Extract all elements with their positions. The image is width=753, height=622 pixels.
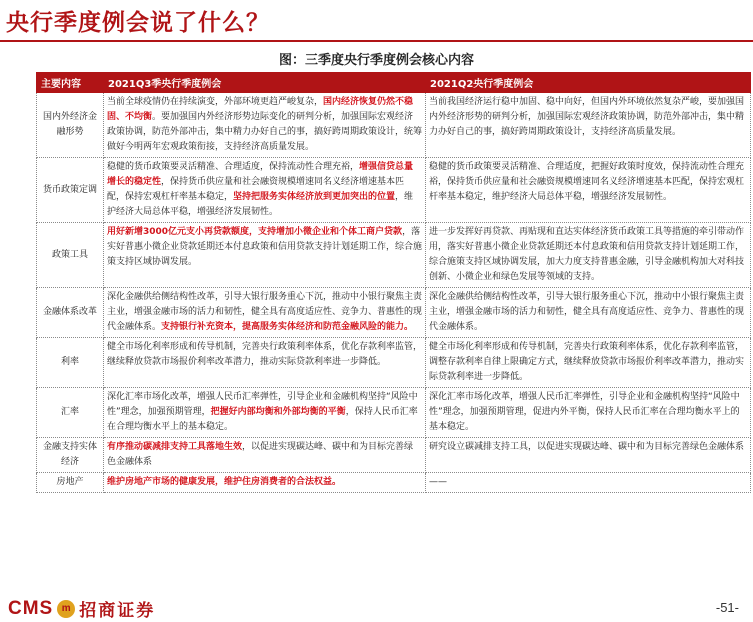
row-topic-label: 金融体系改革 bbox=[37, 288, 104, 338]
q2-content-cell: 进一步发挥好再贷款、再贴现和直达实体经济货币政策工具等措施的牵引带动作用，落实好普惠小微企业贷款延期还本付息政策和信用贷款支持计划延期工作，综合施策支持区域协调发展，加大力度支持普惠金融，引导金融机构加大对科技创新、小微企业和绿色发展等领域的支持。 bbox=[426, 223, 751, 288]
table-row bbox=[37, 93, 751, 158]
table-header-row bbox=[37, 73, 751, 93]
highlighted-text: 支持银行补充资本，提高服务实体经济和防范金融风险的能力。 bbox=[161, 322, 414, 332]
highlighted-text: 用好新增3000亿元支小再贷款额度，支持增加小微企业和个体工商户贷款 bbox=[107, 227, 403, 237]
body-text: 。要加强国内外经济形势边际变化的研判分析，加强国际宏观经济政策协调，防范外部冲击，集中精力办好自己的事，搞好跨周期政策设计，统筹做好今明两年宏观政策衔接，支持经济高质量发展。 bbox=[107, 112, 423, 152]
q2-content-cell: 健全市场化利率形成和传导机制，完善央行政策利率体系，优化存款利率监管，调整存款利率自律上限确定方式，继续释放贷款市场报价利率改革潜力，推动实际贷款利率进一步降低。 bbox=[426, 338, 751, 388]
q3-content-cell bbox=[104, 388, 426, 438]
body-text: 健全市场化利率形成和传导机制，完善央行政策利率体系，优化存款利率监管，继续释放贷款市场报价利率改革潜力，推动实际贷款利率进一步降低。 bbox=[107, 342, 423, 367]
table-body bbox=[37, 93, 751, 493]
q3-content-cell bbox=[104, 93, 426, 158]
body-text: ，维护经济大局总体平稳，增强经济发展韧性。 bbox=[107, 192, 414, 217]
q3-content-cell bbox=[104, 158, 426, 223]
q2-content-cell: 当前我国经济运行稳中加固、稳中向好，但国内外环境依然复杂严峻，要加强国内外经济形势的研判分析，加强国际宏观经济政策协调，防范外部冲击，集中精力办好自己的事，搞好跨周期政策设计，支持经济高质量发展。 bbox=[426, 93, 751, 158]
row-topic-label: 国内外经济金融形势 bbox=[37, 93, 104, 158]
q3-content-cell bbox=[104, 438, 426, 473]
table-row bbox=[37, 288, 751, 338]
q2-content-cell: —— bbox=[426, 473, 751, 493]
body-text: ，保持人民币汇率在合理均衡水平上的基本稳定。 bbox=[107, 407, 418, 432]
header-topic: 主要内容 bbox=[37, 73, 104, 93]
highlighted-text: 坚持把服务实体经济放到更加突出的位置 bbox=[233, 192, 396, 202]
table-row bbox=[37, 223, 751, 288]
logo-mark-icon: m bbox=[57, 600, 75, 618]
comparison-table-container bbox=[36, 72, 750, 493]
row-topic-label: 房地产 bbox=[37, 473, 104, 493]
body-text: 深化金融供给侧结构性改革，引导大银行服务重心下沉，推动中小银行聚焦主责主业，增强金融市场的活力和韧性，健全具有高度适应性、竞争力、普惠性的现代金融体系。 bbox=[107, 292, 423, 332]
row-topic-label: 利率 bbox=[37, 338, 104, 388]
row-topic-label: 金融支持实体经济 bbox=[37, 438, 104, 473]
q3-content-cell bbox=[104, 288, 426, 338]
row-topic-label: 政策工具 bbox=[37, 223, 104, 288]
page-number: -51- bbox=[715, 600, 739, 615]
cms-logo-text: CMS bbox=[8, 597, 54, 619]
body-text: ，落实好普惠小微企业贷款延期还本付息政策和信用贷款支持计划延期工作，综合施策支持区域协调发展。 bbox=[107, 227, 423, 267]
title-divider bbox=[0, 40, 753, 42]
q3-content-cell bbox=[104, 473, 426, 493]
header-q2: 2021Q2央行季度例会 bbox=[426, 73, 751, 93]
body-text: 深化汇率市场化改革，增强人民币汇率弹性，引导企业和金融机构坚持“风险中性”理念，加强预期管理， bbox=[107, 392, 418, 417]
highlighted-text: 增强信贷总量增长的稳定性 bbox=[107, 162, 414, 187]
table-row bbox=[37, 158, 751, 223]
body-text: ，保持货币供应量和社会融资规模增速同名义经济增速基本匹配，保持宏观杠杆率基本稳定， bbox=[107, 177, 405, 202]
highlighted-text: 国内经济恢复仍然不稳固、不均衡 bbox=[107, 97, 414, 122]
table-row bbox=[37, 473, 751, 493]
figure-caption: 图：三季度央行季度例会核心内容 bbox=[278, 53, 474, 68]
table-row bbox=[37, 388, 751, 438]
body-text: 当前全球疫情仍在持续演变，外部环境更趋严峻复杂， bbox=[107, 97, 324, 107]
comparison-table bbox=[36, 72, 751, 493]
q3-content-cell bbox=[104, 223, 426, 288]
header-q3: 2021Q3季央行季度例会 bbox=[104, 73, 426, 93]
table-row bbox=[37, 438, 751, 473]
table-row bbox=[37, 338, 751, 388]
q2-content-cell: 研究设立碳减排支持工具，以促进实现碳达峰、碳中和为目标完善绿色金融体系 bbox=[426, 438, 751, 473]
company-logo bbox=[8, 596, 155, 621]
q2-content-cell: 稳健的货币政策要灵活精准、合理适度，把握好政策时度效，保持流动性合理充裕，保持货币供应量和社会融资规模增速同名义经济增速基本匹配，保持宏观杠杆率基本稳定，维护经济大局总体平稳，增强经济发展韧性。 bbox=[426, 158, 751, 223]
q2-content-cell: 深化汇率市场化改革，增强人民币汇率弹性，引导企业和金融机构坚持“风险中性”理念，加强预期管理，促进内外平衡，保持人民币汇率在合理均衡水平上的基本稳定。 bbox=[426, 388, 751, 438]
slide-title: 央行季度例会说了什么？ bbox=[6, 9, 270, 36]
body-text: ，以促进实现碳达峰、碳中和为目标完善绿色金融体系 bbox=[107, 442, 414, 467]
highlighted-text: 把握好内部均衡和外部均衡的平衡 bbox=[210, 407, 346, 417]
company-name: 招商证券 bbox=[79, 601, 156, 620]
highlighted-text: 有序推动碳减排支持工具落地生效 bbox=[107, 442, 243, 452]
body-text: 稳健的货币政策要灵活精准、合理适度，保持流动性合理充裕， bbox=[107, 162, 360, 172]
q3-content-cell bbox=[104, 338, 426, 388]
row-topic-label: 汇率 bbox=[37, 388, 104, 438]
row-topic-label: 货币政策定调 bbox=[37, 158, 104, 223]
highlighted-text: 维护房地产市场的健康发展，维护住房消费者的合法权益。 bbox=[107, 477, 342, 487]
q2-content-cell: 深化金融供给侧结构性改革，引导大银行服务重心下沉，推动中小银行聚焦主责主业，增强金融市场的活力和韧性，健全具有高度适应性、竞争力、普惠性的现代金融体系。 bbox=[426, 288, 751, 338]
